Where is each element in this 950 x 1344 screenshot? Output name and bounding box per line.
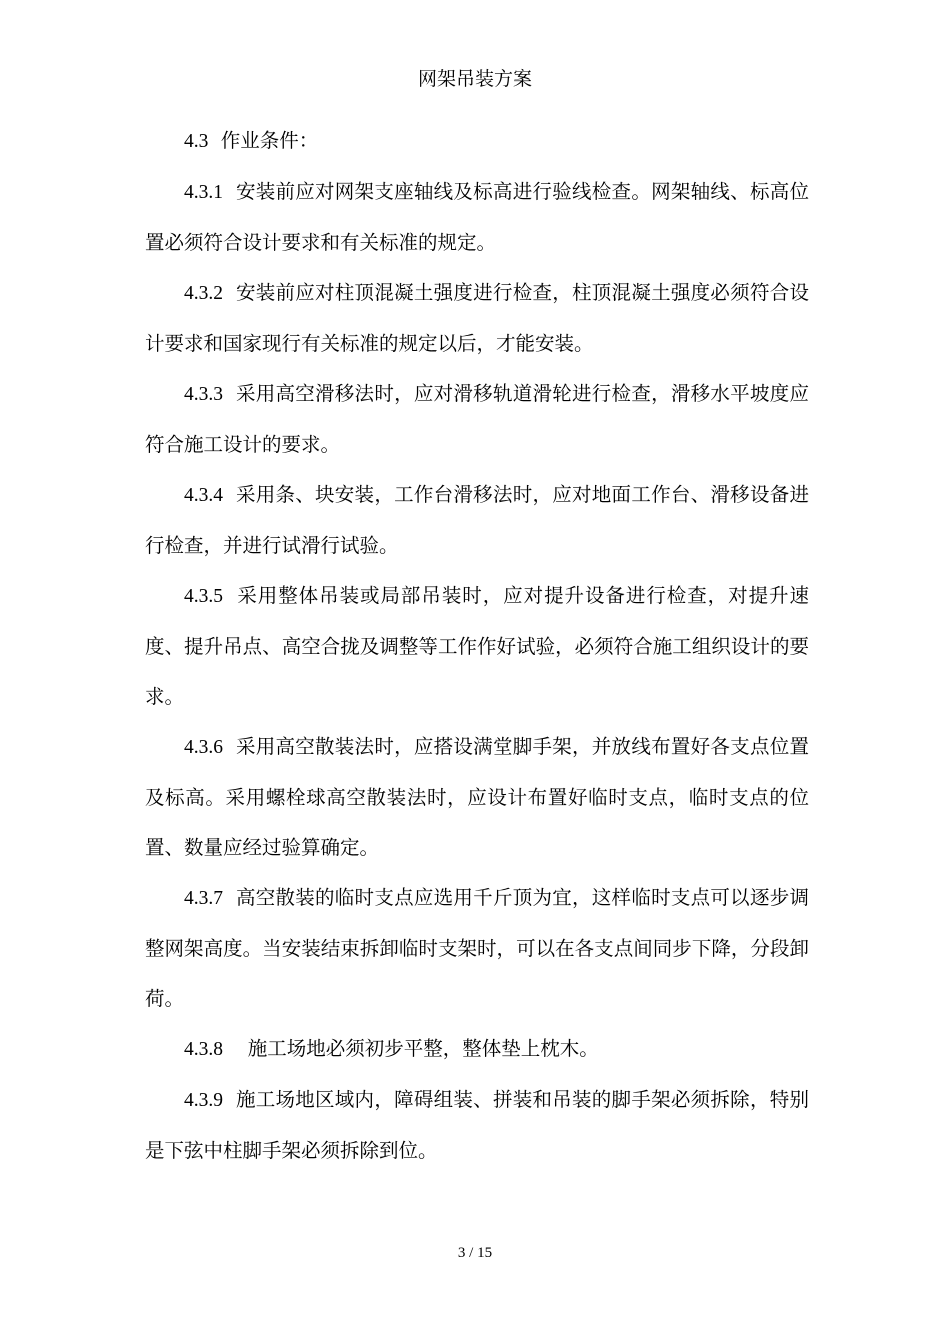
section-number: 4.3	[184, 131, 209, 152]
paragraph-text: 施工场地区域内，障碍组装、拼装和吊装的脚手架必须拆除，特别是下弦中柱脚手架必须拆除到位。	[145, 1088, 809, 1162]
paragraph-text: 施工场地必须初步平整，整体垫上枕木。	[247, 1037, 599, 1060]
paragraph-4-3-2	[145, 268, 809, 369]
paragraph-number: 4.3.4	[184, 485, 223, 506]
paragraph-text: 高空散装的临时支点应选用千斤顶为宜，这样临时支点可以逐步调整网架高度。当安装结束拆卸临时支架时，可以在各支点间同步下降，分段卸荷。	[145, 886, 809, 1010]
section-title: 作业条件：	[220, 129, 319, 152]
page-header-title: 网架吊装方案	[417, 68, 532, 90]
paragraph-number: 4.3.3	[184, 384, 223, 405]
section-heading	[145, 116, 809, 167]
paragraph-number: 4.3.2	[184, 283, 223, 304]
paragraph-number: 4.3.1	[184, 182, 223, 203]
paragraph-number: 4.3.6	[184, 737, 223, 758]
paragraph-text: 采用条、块安装，工作台滑移法时，应对地面工作台、滑移设备进行检查，并进行试滑行试验。	[145, 483, 809, 557]
paragraph-4-3-6	[145, 722, 809, 873]
paragraph-text: 采用整体吊装或局部吊装时，应对提升设备进行检查，对提升速度、提升吊点、高空合拢及调整等工作作好试验，必须符合施工组织设计的要求。	[145, 584, 809, 708]
paragraph-number: 4.3.5	[184, 586, 223, 607]
paragraph-4-3-7	[145, 873, 809, 1024]
page-number-footer: 3 / 15	[457, 1245, 493, 1261]
paragraph-4-3-1	[145, 167, 809, 268]
paragraph-number: 4.3.7	[184, 888, 223, 909]
document-body	[145, 116, 809, 1176]
paragraph-text: 采用高空散装法时，应搭设满堂脚手架，并放线布置好各支点位置及标高。采用螺栓球高空散装法时，应设计布置好临时支点，临时支点的位置、数量应经过验算确定。	[145, 735, 809, 859]
paragraph-number: 4.3.9	[184, 1090, 223, 1111]
paragraph-4-3-5	[145, 571, 809, 722]
paragraph-number: 4.3.8	[184, 1039, 223, 1060]
paragraph-4-3-3	[145, 369, 809, 470]
paragraph-text: 安装前应对柱顶混凝土强度进行检查，柱顶混凝土强度必须符合设计要求和国家现行有关标准的规定以后，才能安装。	[145, 281, 809, 355]
paragraph-4-3-9	[145, 1075, 809, 1176]
paragraph-text: 采用高空滑移法时，应对滑移轨道滑轮进行检查，滑移水平坡度应符合施工设计的要求。	[145, 382, 809, 456]
paragraph-4-3-4	[145, 470, 809, 571]
paragraph-4-3-8	[145, 1024, 809, 1075]
paragraph-text: 安装前应对网架支座轴线及标高进行验线检查。网架轴线、标高位置必须符合设计要求和有关标准的规定。	[145, 180, 809, 254]
